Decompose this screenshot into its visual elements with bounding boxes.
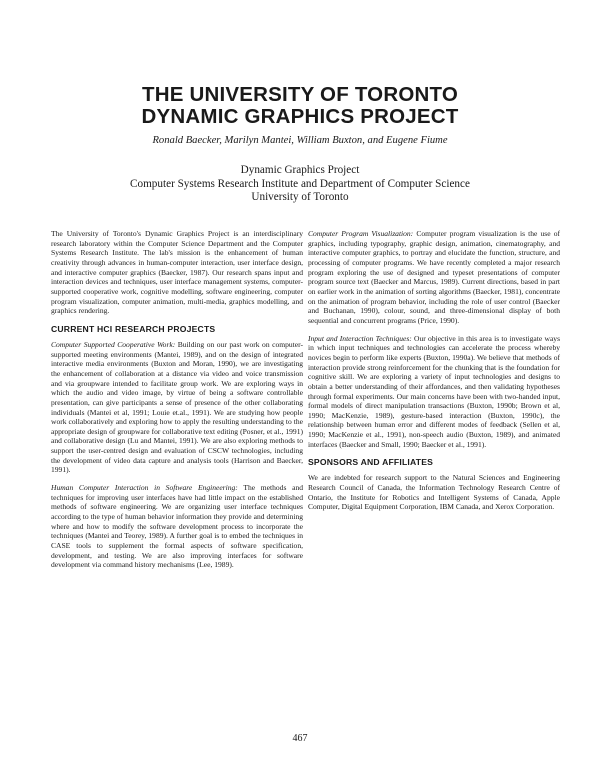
left-column — [51, 229, 303, 578]
section-heading-current-projects: CURRENT HCI RESEARCH PROJECTS — [51, 323, 216, 334]
title-line-2: DYNAMIC GRAPHICS PROJECT — [141, 105, 459, 128]
affiliation-institute: Computer Systems Research Institute and Department of Computer Science — [130, 177, 470, 190]
intro-paragraph: The University of Toronto's Dynamic Graphics Project is an interdisciplinary research laboratory within the Computer Science Department and the Computer Systems Research Institute. The lab's mission is the enhancement of human creativity through advances in human-computer interaction, user interface design, and interactive computer graphics (Baecker, 1987). Our research spans input and interaction devices and techniques, user interface management systems, computer-supported cooperative work, cognitive modelling, software engineering, computer program visualization, computer animation, multi-media, graphics modelling, and graphics rendering. — [51, 229, 303, 316]
viz-body: Computer program visualization is the use of graphics, including typography, graphic design, animation, cinematography, and interactive computer graphics, to portray and elucidate the function, structure, and processing of computer programs. We have recently completed a major research program exploring the use of designed and typeset presentations of computer program source text (Baecker and Marcus, 1989). Current directions, based in part on earlier work in the animation of sorting algorithms (Baecker, 1981), concentrate on the animation of program behavior, including the role of user control (Baecker and Buchanan, 1990), colour, sound, and three-dimensional display of both sequential and concurrent programs (Price, 1990). — [308, 229, 560, 325]
input-lead: Input and Interaction Techniques: — [308, 333, 412, 343]
paragraph-sponsors: We are indebted for research support to the Natural Sciences and Engineering Research Council of Canada, the Information Technology Research Centre of Ontario, the Institute for Robotics and Intelligent Systems of Canada, Apple Computer, Digital Equipment Corporation, IBM Canada, and Xerox Corporation. — [308, 473, 560, 512]
author-list: Ronald Baecker, Marilyn Mantei, William Buxton, and Eugene Fiume — [152, 135, 448, 146]
viz-lead: Computer Program Visualization: — [308, 229, 414, 238]
affiliation-block — [0, 164, 600, 205]
input-body: Our objective in this area is to investigate ways in which input techniques and technologies can accelerate the process whereby novices begin to perform like experts (Buxton, 1990a). We believe that methods of interaction provide strong reinforcement for the chunking that is the foundation for cognitive skill. We are exploring a variety of input technologies and designs to obtain a better understanding of their affordances, and then validating hypotheses through formal experiments. Our main concerns have been with two-handed input, formal models of direct manipulation transactions (Buxton, 1990b; Brown et al, 1990; MacKenzie, 1989), gesture-based interaction (Buxton, 1990c), the relationship between human error and different modes of feedback (Sellen et al, 1990; MacKenzie et al., 1991), non-speech audio (Buxton, 1989), and animated interfaces (Baecker and Small, 1990; Baecker et al., 1991). — [308, 333, 561, 449]
cscw-lead: Computer Supported Cooperative Work: — [51, 339, 176, 349]
title-line-1: THE UNIVERSITY OF TORONTO — [142, 83, 458, 106]
section-heading-sponsors: SPONSORS AND AFFILIATES — [308, 457, 434, 468]
paper-title — [0, 84, 600, 128]
cscw-body: Building on our past work on computer-supported meeting environments (Mantei, 1989), and on the design of integrated interactive media environments (Buxton and Moran, 1990), we are investigating the enhancement of collaboration at a distance via video and voice transmission and via groupware intended to facilitate group work. We are exploring ways in which the audio and video image, by virtue of being a software controllable presentation, can give participants a sense of presence of the other collaborating individuals (Mantei et al, 1991; Louie et.al., 1991). We are studying how people work collaboratively and exploring how to apply the resulting understanding to the appropriate design of groupware for collaborative text editing (Posner, et al., 1991) and collaborative design (Lu and Mantei, 1991). We are also exploring methods to support the user-centred design and evaluation of CSCW technologies, including the development of video data capture and analysis tools (Harrison and Baecker, 1991). — [51, 339, 303, 475]
paragraph-input-techniques — [308, 334, 560, 450]
affiliation-university: University of Toronto — [251, 191, 349, 204]
affiliation-lab: Dynamic Graphics Project — [240, 164, 360, 176]
paragraph-program-visualization — [308, 229, 560, 326]
right-column — [308, 229, 560, 520]
page-number: 467 — [292, 733, 308, 744]
hci-se-lead: Human Computer Interaction in Software Engineering: — [51, 483, 238, 493]
paragraph-hci-se — [51, 483, 303, 570]
paragraph-cscw — [51, 340, 303, 475]
hci-se-body: The methods and techniques for improving user interfaces have had little impact on the established methods of software engineering. We are organizing user interface techniques according to the type of human behavior information they provide and determining where and how to modify the software development process to incorporate the techniques (Mantei and Teorey, 1989). A further goal is to embed the techniques in CASE tools to supplement the formal aspects of software specification, development, and testing. We are also improving interfaces for software development via command history mechanisms (Lee, 1989). — [51, 483, 303, 570]
